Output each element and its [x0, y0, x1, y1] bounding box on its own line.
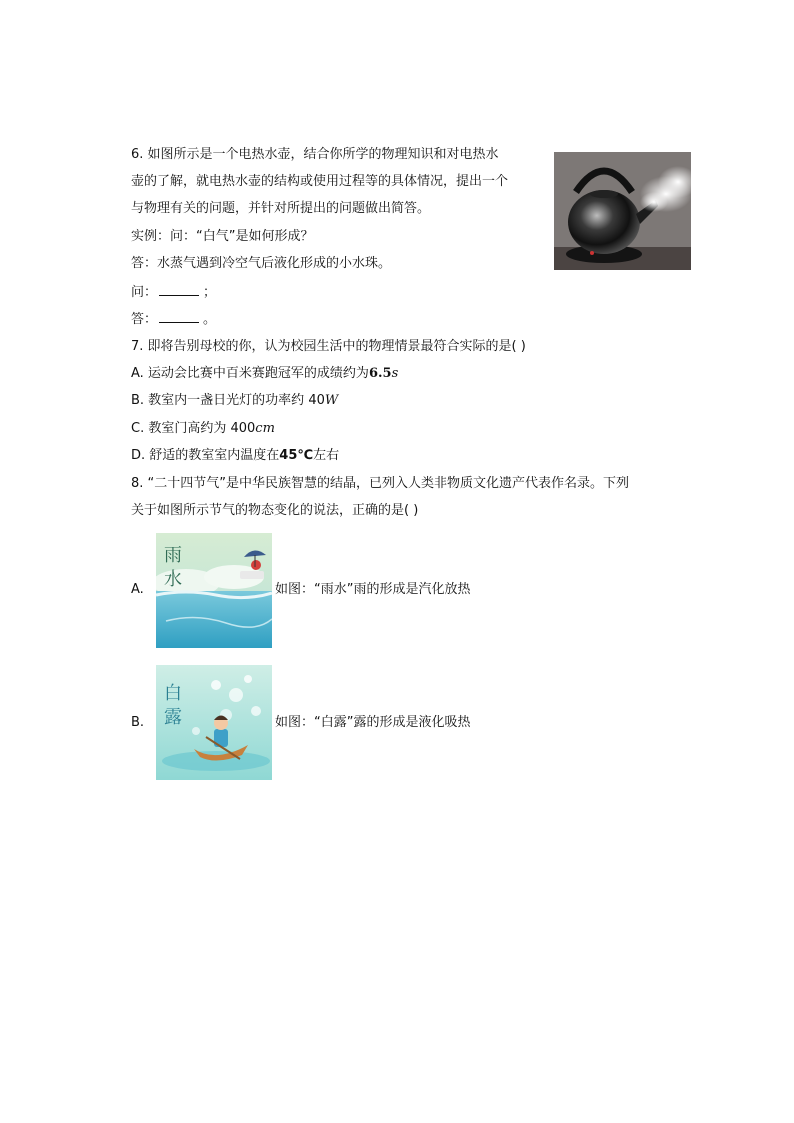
bailu-image	[156, 665, 272, 780]
bailu-title-char-2: 露	[164, 707, 182, 728]
q7-option-a-unit: s	[391, 366, 399, 381]
q6-answer-prefix: 答：	[131, 312, 158, 327]
q6-ask-blank[interactable]	[159, 283, 199, 296]
q7-option-b[interactable]	[131, 392, 338, 410]
bailu-title-char-1: 白	[164, 683, 182, 704]
bailu-illustration	[156, 665, 272, 780]
q8-stem-line-1: 8. “二十四节气”是中华民族智慧的结晶，已列入人类非物质文化遗产代表作名录。下列	[131, 476, 630, 491]
q6-example-answer: 答：水蒸气遇到冷空气后液化形成的小水珠。	[131, 256, 392, 271]
kettle-image	[554, 152, 691, 270]
q6-ask-prefix: 问：	[131, 285, 158, 300]
q7-option-a-text: A. 运动会比赛中百米赛跑冠军的成绩约为	[131, 366, 369, 381]
q7-option-d-text: D. 舒适的教室室内温度在	[131, 448, 280, 463]
q7-option-a-value: 6.5	[368, 366, 392, 381]
yushui-image	[156, 533, 272, 648]
q7-option-d[interactable]	[131, 447, 339, 465]
q6-answer-line	[131, 310, 216, 329]
q8-option-a-text[interactable]: 如图：“雨水”雨的形成是汽化放热	[275, 582, 471, 597]
q6-example-question: 实例：问：“白气”是如何形成？	[131, 229, 314, 244]
yushui-title-char-1: 雨	[164, 545, 182, 566]
q7-option-d-value: 45℃	[279, 448, 314, 463]
q8-option-b-label[interactable]: B.	[131, 715, 145, 730]
q7-stem: 7. 即将告别母校的你，认为校园生活中的物理情景最符合实际的是( )	[131, 339, 526, 354]
yushui-title-char-2: 水	[164, 569, 182, 590]
q6-answer-suffix: 。	[203, 312, 217, 327]
q7-option-d-suffix: 左右	[313, 448, 340, 463]
q7-option-a[interactable]	[131, 365, 398, 383]
q7-option-b-unit: W	[324, 393, 339, 408]
yushui-illustration	[156, 533, 272, 648]
q7-option-c-unit: cm	[255, 421, 275, 436]
q6-line-2: 壶的了解，就电热水壶的结构或使用过程等的具体情况，提出一个	[131, 174, 509, 189]
q8-stem-line-2: 关于如图所示节气的物态变化的说法，正确的是( )	[131, 503, 419, 518]
q6-answer-blank[interactable]	[159, 310, 199, 323]
q7-option-c[interactable]	[131, 420, 275, 438]
q8-option-a-label[interactable]: A.	[131, 582, 144, 597]
q6-line-3: 与物理有关的问题，并针对所提出的问题做出简答。	[131, 201, 431, 216]
kettle-illustration	[554, 152, 691, 270]
q6-ask-suffix: ；	[203, 285, 217, 300]
q6-ask-line	[131, 283, 216, 302]
q7-option-b-text: B. 教室内一盏日光灯的功率约 40	[131, 393, 325, 408]
q6-line-1: 6. 如图所示是一个电热水壶，结合你所学的物理知识和对电热水	[131, 147, 499, 162]
q8-option-b-text[interactable]: 如图：“白露”露的形成是液化吸热	[275, 715, 471, 730]
q7-option-c-text: C. 教室门高约为 400	[131, 421, 256, 436]
